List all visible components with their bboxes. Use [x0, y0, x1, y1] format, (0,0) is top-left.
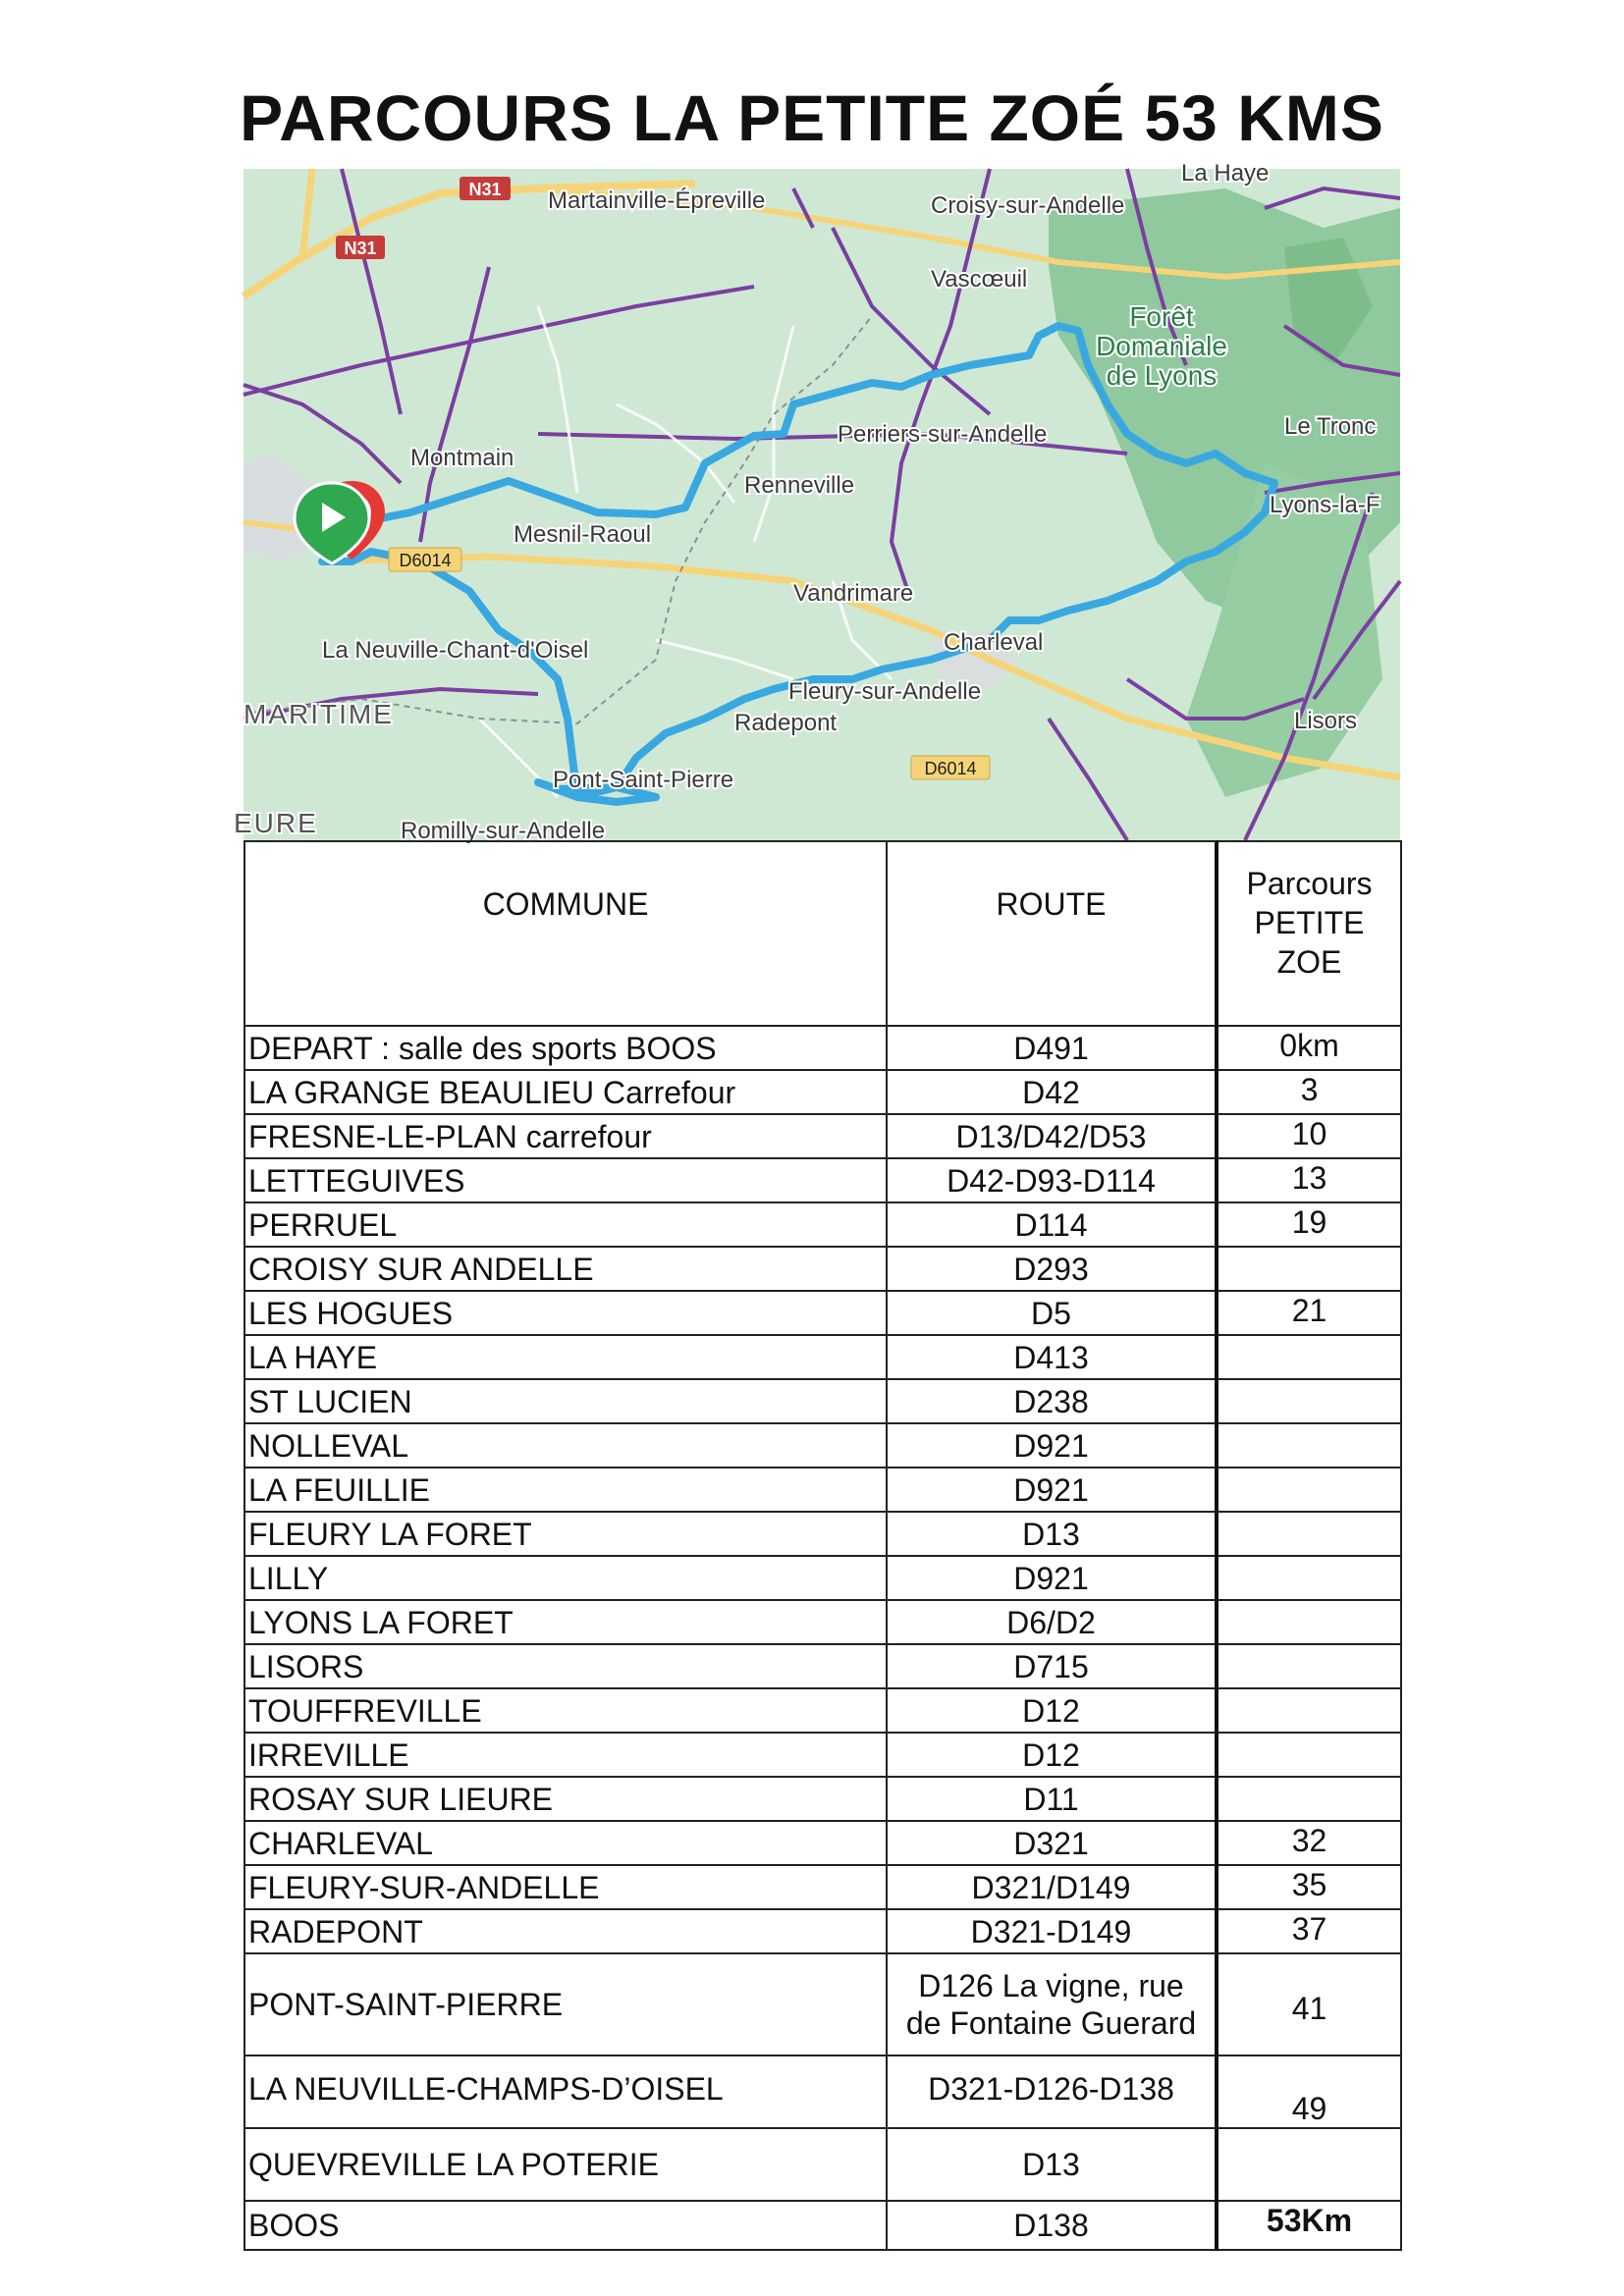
row-km: 37	[1217, 1909, 1401, 1953]
row-commune: PERRUEL	[244, 1202, 887, 1247]
row-commune: QUEVREVILLE LA POTERIE	[244, 2128, 887, 2201]
header-parcours-line2: PETITE	[1254, 905, 1365, 940]
row-route: D293	[887, 1247, 1217, 1291]
row-route: D921	[887, 1468, 1217, 1512]
table-row	[244, 2201, 1401, 2250]
table-row	[244, 1600, 1401, 1644]
row-commune: LA HAYE	[244, 1335, 887, 1379]
row-commune: LA FEUILLIE	[244, 1468, 887, 1512]
row-route: D114	[887, 1202, 1217, 1247]
row-km: 53Km	[1217, 2201, 1401, 2250]
row-route: D5	[887, 1291, 1217, 1335]
row-route: D42	[887, 1070, 1217, 1114]
row-km	[1217, 1777, 1401, 1821]
row-route: D12	[887, 1733, 1217, 1777]
label-foret2: Domaniale	[1096, 331, 1227, 361]
route-table	[244, 840, 1402, 2251]
row-km: 13	[1217, 1158, 1401, 1202]
row-route: D13	[887, 2128, 1217, 2201]
table-row	[244, 1423, 1401, 1468]
row-km	[1217, 1600, 1401, 1644]
row-km	[1217, 1644, 1401, 1688]
table-row	[244, 1821, 1401, 1865]
label-foret3: de Lyons	[1106, 360, 1218, 391]
table-row	[244, 1777, 1401, 1821]
shield-label: D6014	[924, 759, 977, 778]
route-map[interactable]	[234, 160, 1400, 844]
label-perriers: Perriers-sur-Andelle	[838, 421, 1048, 448]
header-parcours-line3: ZOE	[1276, 944, 1342, 980]
row-route: D42-D93-D114	[887, 1158, 1217, 1202]
road-shield-n31-a	[460, 177, 511, 200]
table-row	[244, 1468, 1401, 1512]
table-row	[244, 1733, 1401, 1777]
table-row	[244, 2128, 1401, 2201]
row-route: D238	[887, 1379, 1217, 1423]
header-commune: COMMUNE	[244, 841, 887, 1026]
row-km: 0km	[1217, 1026, 1401, 1070]
header-route: ROUTE	[887, 841, 1217, 1026]
label-maritime: MARITIME	[244, 699, 394, 729]
row-commune: LA NEUVILLE-CHAMPS-D’OISEL	[244, 2056, 887, 2128]
row-route: D491	[887, 1026, 1217, 1070]
row-km	[1217, 2128, 1401, 2201]
row-route: D413	[887, 1335, 1217, 1379]
row-commune: BOOS	[244, 2201, 887, 2250]
page-title: PARCOURS LA PETITE ZOÉ 53 KMS	[240, 81, 1384, 154]
row-commune: LETTEGUIVES	[244, 1158, 887, 1202]
row-commune: LA GRANGE BEAULIEU Carrefour	[244, 1070, 887, 1114]
row-km: 41	[1217, 1953, 1401, 2056]
row-commune: LES HOGUES	[244, 1291, 887, 1335]
label-croisy: Croisy-sur-Andelle	[931, 192, 1125, 219]
shield-label: N31	[344, 239, 377, 258]
table-body	[244, 1026, 1401, 1953]
label-lisors: Lisors	[1294, 708, 1358, 734]
table-row	[244, 1114, 1401, 1158]
row-commune: TOUFFREVILLE	[244, 1688, 887, 1733]
table-row	[244, 1202, 1401, 1247]
row-commune: IRREVILLE	[244, 1733, 887, 1777]
table-row	[244, 1556, 1401, 1600]
row-route: D321/D149	[887, 1865, 1217, 1909]
row-route-line1: D126 La vigne, rue	[918, 1968, 1184, 2003]
row-km	[1217, 1688, 1401, 1733]
row-commune: ST LUCIEN	[244, 1379, 887, 1423]
row-route: D921	[887, 1423, 1217, 1468]
row-km	[1217, 1247, 1401, 1291]
row-commune: DEPART : salle des sports BOOS	[244, 1026, 887, 1070]
row-km	[1217, 1556, 1401, 1600]
table-row	[244, 1247, 1401, 1291]
row-commune: FLEURY LA FORET	[244, 1512, 887, 1556]
label-foret1: Forêt	[1129, 301, 1194, 332]
header-parcours	[1217, 841, 1401, 1026]
map-canvas	[234, 160, 1400, 844]
table-row	[244, 1291, 1401, 1335]
table-row	[244, 1335, 1401, 1379]
label-radepont: Radepont	[734, 710, 838, 736]
row-km	[1217, 1733, 1401, 1777]
label-letronc: Le Tronc	[1284, 413, 1377, 440]
row-commune: CHARLEVAL	[244, 1821, 887, 1865]
label-martainville: Martainville-Épreville	[548, 187, 766, 214]
row-route: D12	[887, 1688, 1217, 1733]
row-commune: ROSAY SUR LIEURE	[244, 1777, 887, 1821]
row-commune: FRESNE-LE-PLAN carrefour	[244, 1114, 887, 1158]
row-km	[1217, 1379, 1401, 1423]
table-row	[244, 1512, 1401, 1556]
row-commune: FLEURY-SUR-ANDELLE	[244, 1865, 887, 1909]
row-km: 49	[1217, 2056, 1401, 2128]
table-row	[244, 1865, 1401, 1909]
row-km: 35	[1217, 1865, 1401, 1909]
table-header-row	[244, 841, 1401, 1026]
row-km: 10	[1217, 1114, 1401, 1158]
row-commune: LISORS	[244, 1644, 887, 1688]
table-row	[244, 1909, 1401, 1953]
label-fleury: Fleury-sur-Andelle	[788, 678, 982, 705]
label-renneville: Renneville	[744, 472, 855, 499]
table-row	[244, 1644, 1401, 1688]
label-eure: EURE	[234, 808, 318, 838]
table-row	[244, 1026, 1401, 1070]
label-charleval: Charleval	[944, 629, 1044, 656]
table-row	[244, 1070, 1401, 1114]
row-commune: LILLY	[244, 1556, 887, 1600]
table-row	[244, 1688, 1401, 1733]
row-route: D138	[887, 2201, 1217, 2250]
table-row	[244, 1379, 1401, 1423]
row-km: 21	[1217, 1291, 1401, 1335]
road-shield-d6014-a	[389, 548, 461, 571]
row-route: D321	[887, 1821, 1217, 1865]
row-route: D321-D149	[887, 1909, 1217, 1953]
row-route: D921	[887, 1556, 1217, 1600]
row-route: D6/D2	[887, 1600, 1217, 1644]
label-mesnil: Mesnil-Raoul	[514, 521, 652, 548]
row-km	[1217, 1468, 1401, 1512]
row-km	[1217, 1335, 1401, 1379]
row-route: D321-D126-D138	[887, 2056, 1217, 2128]
label-lyons: Lyons-la-F	[1270, 492, 1380, 518]
row-route: D715	[887, 1644, 1217, 1688]
row-km: 3	[1217, 1070, 1401, 1114]
row-route: D13	[887, 1512, 1217, 1556]
label-montmain: Montmain	[410, 445, 514, 471]
header-parcours-line1: Parcours	[1246, 866, 1373, 901]
label-vandrimare: Vandrimare	[793, 580, 914, 607]
row-route	[887, 1953, 1217, 2056]
table-row	[244, 1158, 1401, 1202]
table-body-tail	[244, 1953, 1401, 2250]
row-route: D13/D42/D53	[887, 1114, 1217, 1158]
road-shield-d6014-b	[911, 756, 990, 779]
row-commune: NOLLEVAL	[244, 1423, 887, 1468]
row-commune: RADEPONT	[244, 1909, 887, 1953]
row-commune: CROISY SUR ANDELLE	[244, 1247, 887, 1291]
row-km: 32	[1217, 1821, 1401, 1865]
row-route: D11	[887, 1777, 1217, 1821]
table-row	[244, 1953, 1401, 2056]
table-row	[244, 2056, 1401, 2128]
label-romilly: Romilly-sur-Andelle	[401, 818, 606, 844]
row-route-line2: de Fontaine Guerard	[905, 2005, 1197, 2041]
row-commune: LYONS LA FORET	[244, 1600, 887, 1644]
road-shield-n31-b	[336, 236, 385, 259]
row-km	[1217, 1512, 1401, 1556]
row-commune: PONT-SAINT-PIERRE	[244, 1953, 887, 2056]
shield-label: N31	[468, 180, 502, 199]
label-lahaye: La Haye	[1181, 160, 1270, 187]
label-pontsaintpierre: Pont-Saint-Pierre	[553, 767, 734, 793]
shield-label: D6014	[399, 551, 452, 570]
row-km	[1217, 1423, 1401, 1468]
label-vascoeuil: Vascœuil	[931, 266, 1028, 293]
row-km: 19	[1217, 1202, 1401, 1247]
label-neuville: La Neuville-Chant-d'Oisel	[322, 637, 589, 664]
